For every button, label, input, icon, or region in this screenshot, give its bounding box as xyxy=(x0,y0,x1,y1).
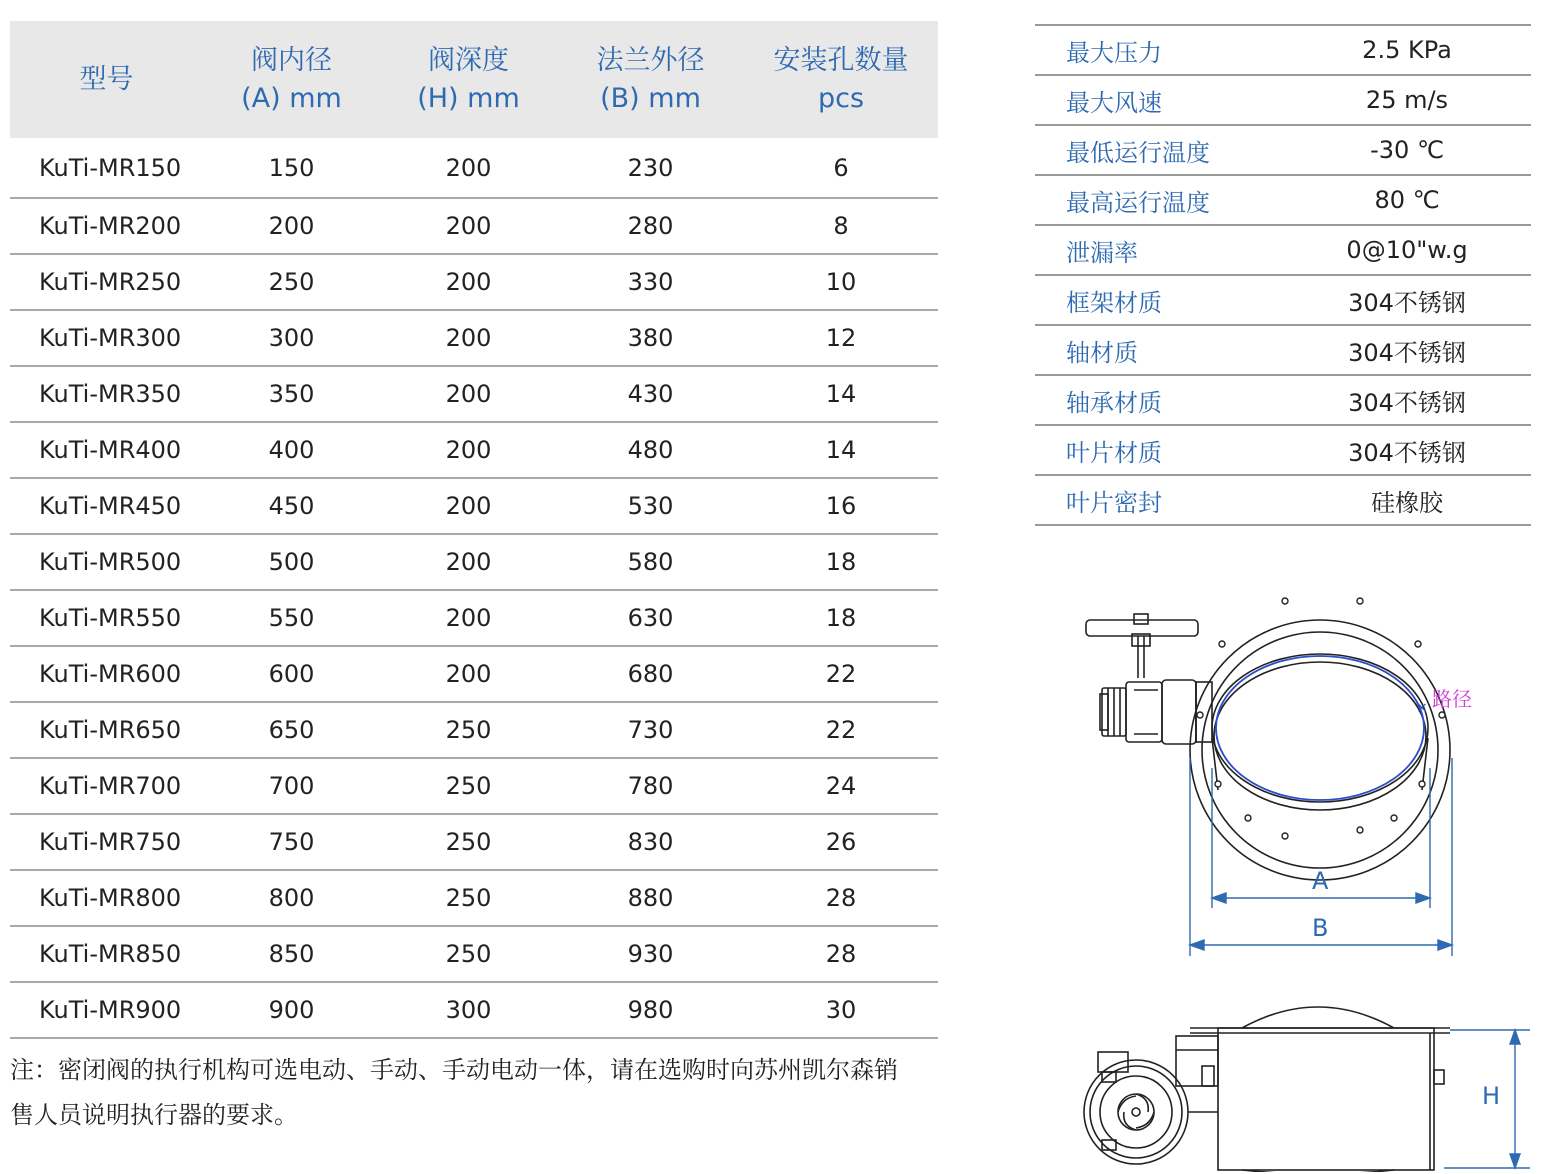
hole-count-cell: 18 xyxy=(744,590,938,646)
hole-count-cell: 22 xyxy=(744,702,938,758)
hole-count-cell: 28 xyxy=(744,870,938,926)
header-model: 型号 xyxy=(79,63,134,95)
hole-count-cell: 8 xyxy=(744,198,938,254)
flange-diameter-cell: 330 xyxy=(557,254,744,310)
spec-label: 最大风速 xyxy=(1035,75,1283,125)
model-cell: KuTi-MR200 xyxy=(10,198,203,254)
hole-count-cell: 22 xyxy=(744,646,938,702)
spec-value: 304不锈钢 xyxy=(1283,425,1531,475)
inner-diameter-cell: 300 xyxy=(203,310,380,366)
model-cell: KuTi-MR300 xyxy=(10,310,203,366)
table-row xyxy=(10,366,938,422)
spec-row xyxy=(1035,75,1531,125)
hole-count-cell: 12 xyxy=(744,310,938,366)
depth-cell: 200 xyxy=(380,646,557,702)
inner-diameter-cell: 900 xyxy=(203,982,380,1038)
spec-label: 轴材质 xyxy=(1035,325,1283,375)
hole-count-cell: 26 xyxy=(744,814,938,870)
hole-count-cell: 28 xyxy=(744,926,938,982)
inner-diameter-cell: 150 xyxy=(203,138,380,198)
flange-diameter-cell: 830 xyxy=(557,814,744,870)
table-row xyxy=(10,534,938,590)
spec-label: 轴承材质 xyxy=(1035,375,1283,425)
flange-diameter-cell: 380 xyxy=(557,310,744,366)
inner-diameter-cell: 600 xyxy=(203,646,380,702)
spec-row xyxy=(1035,225,1531,275)
spec-row xyxy=(1035,425,1531,475)
model-cell: KuTi-MR850 xyxy=(10,926,203,982)
spec-label: 叶片密封 xyxy=(1035,475,1283,525)
flange-diameter-cell: 230 xyxy=(557,138,744,198)
depth-cell: 200 xyxy=(380,534,557,590)
table-row xyxy=(10,422,938,478)
flange-diameter-cell: 580 xyxy=(557,534,744,590)
hole-count-cell: 18 xyxy=(744,534,938,590)
flange-diameter-cell: 730 xyxy=(557,702,744,758)
blade-outline xyxy=(1216,656,1424,800)
inner-diameter-cell: 800 xyxy=(203,870,380,926)
flange-outer xyxy=(1190,620,1450,880)
model-cell: KuTi-MR450 xyxy=(10,478,203,534)
spec-table xyxy=(1035,24,1531,526)
hole-count-cell: 10 xyxy=(744,254,938,310)
inner-diameter-cell: 700 xyxy=(203,758,380,814)
spec-label: 泄漏率 xyxy=(1035,225,1283,275)
flange-diameter-cell: 780 xyxy=(557,758,744,814)
model-cell: KuTi-MR400 xyxy=(10,422,203,478)
spec-row xyxy=(1035,325,1531,375)
model-cell: KuTi-MR250 xyxy=(10,254,203,310)
model-cell: KuTi-MR900 xyxy=(10,982,203,1038)
spec-value: 25 m/s xyxy=(1283,75,1531,125)
valve-body xyxy=(1218,1028,1434,1170)
spec-value: -30 ℃ xyxy=(1283,125,1531,175)
depth-cell: 200 xyxy=(380,422,557,478)
depth-cell: 300 xyxy=(380,982,557,1038)
flange-diameter-cell: 430 xyxy=(557,366,744,422)
flange-diameter-cell: 680 xyxy=(557,646,744,702)
inner-diameter-cell: 350 xyxy=(203,366,380,422)
spec-label: 最高运行温度 xyxy=(1035,175,1283,225)
inner-diameter-cell: 450 xyxy=(203,478,380,534)
hole-count-cell: 16 xyxy=(744,478,938,534)
inner-diameter-cell: 500 xyxy=(203,534,380,590)
spec-label: 最低运行温度 xyxy=(1035,125,1283,175)
inner-diameter-cell: 550 xyxy=(203,590,380,646)
spec-row xyxy=(1035,175,1531,225)
table-row xyxy=(10,646,938,702)
spec-row xyxy=(1035,375,1531,425)
spec-label: 最大压力 xyxy=(1035,25,1283,75)
flange-diameter-cell: 630 xyxy=(557,590,744,646)
model-cell: KuTi-MR650 xyxy=(10,702,203,758)
hole-count-cell: 14 xyxy=(744,422,938,478)
depth-cell: 200 xyxy=(380,254,557,310)
table-row xyxy=(10,926,938,982)
flange-diameter-cell: 880 xyxy=(557,870,744,926)
dimension-b-label: B xyxy=(1312,914,1329,942)
depth-cell: 200 xyxy=(380,198,557,254)
model-cell: KuTi-MR150 xyxy=(10,138,203,198)
spec-label: 叶片材质 xyxy=(1035,425,1283,475)
inner-diameter-cell: 250 xyxy=(203,254,380,310)
spec-row xyxy=(1035,475,1531,525)
inner-diameter-cell: 400 xyxy=(203,422,380,478)
hole-count-cell: 30 xyxy=(744,982,938,1038)
flange-diameter-cell: 480 xyxy=(557,422,744,478)
model-cell: KuTi-MR750 xyxy=(10,814,203,870)
spec-value: 0@10"w.g xyxy=(1283,225,1531,275)
header-depth: 阀深度 (H) mm xyxy=(417,44,520,114)
table-row xyxy=(10,310,938,366)
header-hole-count: 安装孔数量 pcs xyxy=(773,44,909,114)
table-row xyxy=(10,590,938,646)
inner-diameter-cell: 200 xyxy=(203,198,380,254)
path-label: 路径 xyxy=(1432,687,1472,711)
table-row xyxy=(10,702,938,758)
table-row xyxy=(10,478,938,534)
spec-row xyxy=(1035,275,1531,325)
dimension-table xyxy=(10,21,938,1039)
spec-value: 304不锈钢 xyxy=(1283,275,1531,325)
inner-diameter-cell: 750 xyxy=(203,814,380,870)
inner-diameter-cell: 650 xyxy=(203,702,380,758)
model-cell: KuTi-MR550 xyxy=(10,590,203,646)
spec-row xyxy=(1035,125,1531,175)
hole-count-cell: 14 xyxy=(744,366,938,422)
dimension-table-header xyxy=(10,21,938,138)
depth-cell: 250 xyxy=(380,758,557,814)
spec-value: 304不锈钢 xyxy=(1283,325,1531,375)
table-row xyxy=(10,814,938,870)
flange-diameter-cell: 280 xyxy=(557,198,744,254)
side-view-drawing xyxy=(1078,1000,1538,1172)
depth-cell: 200 xyxy=(380,138,557,198)
flange-diameter-cell: 930 xyxy=(557,926,744,982)
dimension-h-label: H xyxy=(1482,1082,1501,1110)
table-row xyxy=(10,982,938,1038)
depth-cell: 250 xyxy=(380,814,557,870)
spec-value: 304不锈钢 xyxy=(1283,375,1531,425)
table-row xyxy=(10,870,938,926)
header-flange-diameter: 法兰外径 (B) mm xyxy=(596,44,705,114)
depth-cell: 250 xyxy=(380,870,557,926)
table-row xyxy=(10,138,938,198)
svg-text:×: × xyxy=(1416,700,1428,716)
hole-count-cell: 6 xyxy=(744,138,938,198)
table-row xyxy=(10,198,938,254)
model-cell: KuTi-MR600 xyxy=(10,646,203,702)
flange-diameter-cell: 980 xyxy=(557,982,744,1038)
depth-cell: 250 xyxy=(380,926,557,982)
model-cell: KuTi-MR500 xyxy=(10,534,203,590)
inner-diameter-cell: 850 xyxy=(203,926,380,982)
model-cell: KuTi-MR800 xyxy=(10,870,203,926)
table-row xyxy=(10,758,938,814)
depth-cell: 200 xyxy=(380,366,557,422)
footnote: 注：密闭阀的执行机构可选电动、手动、手动电动一体，请在选购时向苏州凯尔森销 售人员说明执行器的要求。 xyxy=(10,1056,898,1129)
hole-count-cell: 24 xyxy=(744,758,938,814)
spec-row xyxy=(1035,25,1531,75)
depth-cell: 200 xyxy=(380,478,557,534)
depth-cell: 200 xyxy=(380,310,557,366)
spec-label: 框架材质 xyxy=(1035,275,1283,325)
model-cell: KuTi-MR350 xyxy=(10,366,203,422)
depth-cell: 200 xyxy=(380,590,557,646)
depth-cell: 250 xyxy=(380,702,557,758)
table-row xyxy=(10,254,938,310)
spec-value: 硅橡胶 xyxy=(1283,475,1531,525)
spec-value: 2.5 KPa xyxy=(1283,25,1531,75)
model-cell: KuTi-MR700 xyxy=(10,758,203,814)
front-view-drawing xyxy=(1078,578,1498,958)
spec-value: 80 ℃ xyxy=(1283,175,1531,225)
header-inner-diameter: 阀内径 (A) mm xyxy=(241,44,342,114)
flange-diameter-cell: 530 xyxy=(557,478,744,534)
dimension-a-label: A xyxy=(1312,867,1329,895)
